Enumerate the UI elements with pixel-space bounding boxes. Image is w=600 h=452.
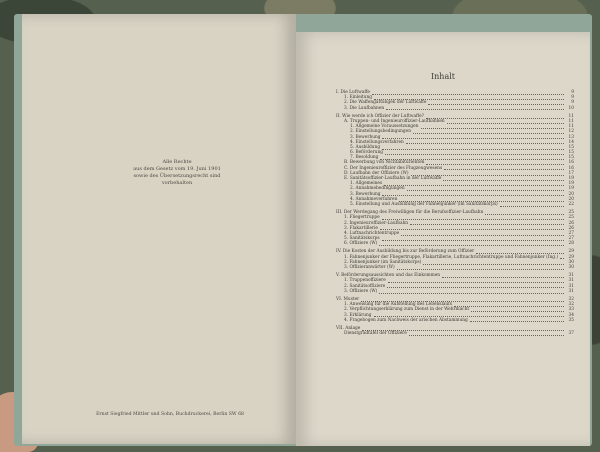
toc-entry-page: 14 — [568, 139, 574, 145]
toc-entry-page: 34 — [568, 312, 574, 318]
toc-entry-page: 28 — [568, 241, 574, 247]
toc-entry-page: 15 — [568, 144, 574, 150]
toc-entry-text: 2. Sanitätsoffiziere — [344, 283, 386, 289]
toc-leader-dots — [500, 206, 564, 207]
toc-entry — [336, 289, 574, 294]
toc-entry-page: 19 — [568, 176, 574, 181]
toc-entry-page: 16 — [568, 160, 574, 166]
toc-entry-page: 11 — [568, 124, 574, 130]
toc-entry-text: 5. Ausbildung — [350, 144, 381, 150]
toc-entry — [336, 318, 574, 323]
toc-entry-page: 31 — [568, 288, 574, 294]
toc-leader-dots — [397, 269, 564, 270]
rights-line: vorbehalten — [161, 180, 193, 186]
toc-entry-text: 1. Einleitung — [344, 95, 373, 101]
toc-entry-text: II. Wie werde ich Offizier der Luftwaffe? — [336, 113, 424, 119]
toc-entry-text: 2. Ingenieuroffizier-Laufbahn — [344, 220, 409, 226]
toc-entry-page: 31 — [568, 283, 574, 289]
toc-entry-text: 7. Besoldung — [350, 155, 379, 161]
toc-entry-page: 12 — [568, 129, 574, 135]
toc-entry-text: E. Sanitätsoffizier-Laufbahn in der Luftwaffe — [344, 176, 442, 181]
toc-entry-page: 31 — [568, 278, 574, 284]
toc-entry-text: IV. Die Kosten der Ausbildung bis zur Beförderung zum Offizier — [336, 249, 475, 255]
toc-leader-dots — [379, 293, 564, 294]
table-of-contents — [336, 90, 574, 336]
toc-entry-page: 30 — [568, 259, 574, 265]
toc-entry-page: 26 — [568, 225, 574, 231]
toc-entry-text: 2. Einstellungsbedingungen — [350, 129, 411, 135]
toc-entry-text: III. Der Werdegang des Freiwilligen für die Berufsoffizier-Laufbahn — [336, 210, 484, 216]
toc-entry-page: 31 — [568, 273, 574, 279]
toc-entry-page: 29 — [568, 249, 574, 255]
toc-entry-page: 27 — [568, 236, 574, 242]
toc-entry-text: 2. Annahmebedingungen — [350, 186, 405, 192]
toc-entry-text: 2. Die Waffengattungen der Luftwaffe — [344, 100, 427, 106]
toc-entry-text: 3. Bewerbung — [350, 134, 381, 140]
toc-entry — [336, 265, 574, 270]
toc-entry-text: 5. Sanitätskorps — [344, 236, 380, 242]
toc-entry-text: 6. Beförderung — [350, 150, 384, 156]
toc-entry-page: 15 — [568, 150, 574, 156]
toc-entry-text: C. Der Ingenieuroffizier des Flugzeugwesens — [344, 165, 443, 171]
toc-entry-page: 25 — [568, 210, 574, 216]
rights-line: sowie des Übersetzungsrecht sind — [133, 173, 221, 179]
toc-entry-page: 15 — [568, 155, 574, 161]
toc-entry-page: 20 — [568, 191, 574, 197]
toc-entry-text: 3. Bewerbung — [350, 191, 381, 197]
toc-entry — [336, 106, 574, 111]
toc-entry — [336, 202, 574, 207]
toc-entry-text: 2. Verpflichtungserklärung zum Dienst in der Wehrmacht — [344, 307, 470, 313]
toc-entry — [336, 331, 574, 336]
toc-entry-page: 37 — [568, 331, 574, 337]
toc-entry-text: D. Laufbahn der Offiziere (W) — [344, 170, 409, 176]
toc-entry-page: 19 — [568, 186, 574, 192]
toc-entry-page: 13 — [568, 134, 574, 140]
toc-entry-text: A. Truppen- und Ingenieuroffizier-Laufbahnen — [344, 118, 445, 124]
toc-entry-text: VI. Muster — [336, 296, 360, 302]
toc-leader-dots — [409, 335, 564, 336]
toc-entry-text: Dienstgradtafel der Offiziere — [344, 331, 407, 337]
toc-title: Inhalt — [430, 72, 455, 81]
toc-entry-text: 4. Einstellungsverfahren — [350, 139, 404, 145]
publisher-imprint: Ernst Siegfried Mittler und Sohn, Buchdruckerei, Berlin SW 68 — [96, 412, 244, 417]
toc-entry-page: 17 — [568, 170, 574, 176]
toc-entry-page: 35 — [568, 317, 574, 323]
toc-entry-page: 33 — [568, 307, 574, 313]
rights-notice — [102, 159, 252, 187]
left-page — [22, 14, 296, 444]
toc-entry-text: 3. Offiziere (W) — [344, 288, 378, 294]
right-page — [296, 32, 590, 446]
toc-entry-page: 30 — [568, 265, 574, 270]
toc-entry-text: 1. Allgemeine Voraussetzungen — [350, 124, 419, 130]
toc-entry-page: 20 — [568, 196, 574, 202]
toc-entry-page: 9 — [571, 90, 574, 95]
toc-leader-dots — [379, 245, 564, 246]
toc-entry-text: B. Bewerbung von Nichtabiturienten — [344, 160, 425, 166]
toc-entry-text: 6. Offiziere (W) — [344, 241, 378, 247]
toc-entry-page: 11 — [568, 118, 574, 124]
toc-entry-text: VII. Anlage — [336, 325, 361, 331]
toc-entry-page: 22 — [568, 201, 574, 207]
toc-entry-text: 1. Anweisung für die Aufstellung des Lebenslaufs — [344, 302, 452, 308]
rights-line: Alle Rechte — [162, 159, 192, 165]
toc-entry-text: 1. Fliegertruppe — [344, 215, 380, 221]
toc-entry-page: 10 — [568, 105, 574, 111]
toc-entry-page: 25 — [568, 215, 574, 221]
toc-entry-text: 3. Offizieranwärter (W) — [344, 265, 395, 270]
toc-entry-text: I. Die Luftwaffe — [336, 90, 370, 95]
toc-entry-text: 1. Truppenoffiziere — [344, 278, 386, 284]
toc-entry-page: 32 — [568, 302, 574, 308]
toc-entry-text: 2. Fahnenjunker (im Sanitätskorps) — [344, 259, 422, 265]
toc-entry-text: 3. Die Laufbahnen — [344, 105, 385, 111]
toc-entry-page: 27 — [568, 230, 574, 236]
toc-entry-text: 4. Annahmeverfahren — [350, 196, 398, 202]
toc-entry-text: 4. Luftnachrichtentruppe — [344, 230, 400, 236]
toc-entry-text: 3. Erklärung — [344, 312, 372, 318]
toc-entry-page: 29 — [568, 254, 574, 260]
toc-entry-page: 16 — [568, 165, 574, 171]
toc-entry-page: 9 — [571, 95, 574, 101]
toc-leader-dots — [470, 321, 564, 322]
toc-entry-page: 11 — [568, 113, 574, 119]
toc-entry-text: V. Beförderungsaussichten und das Einkommen — [336, 273, 441, 279]
toc-entry-page: 9 — [571, 100, 574, 106]
rights-line: aus dem Gesetz vom 19. Juni 1901 — [133, 166, 221, 172]
toc-entry-text: 4. Fragebogen zum Nachweis der arischen Abstammung — [344, 317, 468, 323]
toc-entry-text: 5. Einstellung und Ausbildung der Fahnenjunker (im Sanitätskorps) — [350, 201, 498, 207]
toc-entry-page: 26 — [568, 220, 574, 226]
toc-entry-text: 1. Fahnenjunker der Fliegertruppe, Flakartillerie, Luftnachrichtentruppe und Fahnenjunker (Ing.) — [344, 254, 559, 260]
toc-entry-text: 1. Allgemeines — [350, 181, 383, 187]
toc-leader-dots — [386, 109, 564, 110]
toc-entry-text: 3. Flakartillerie — [344, 225, 378, 231]
toc-entry — [336, 241, 574, 246]
toc-entry-page: 19 — [568, 181, 574, 187]
toc-entry-page: 32 — [568, 296, 574, 302]
